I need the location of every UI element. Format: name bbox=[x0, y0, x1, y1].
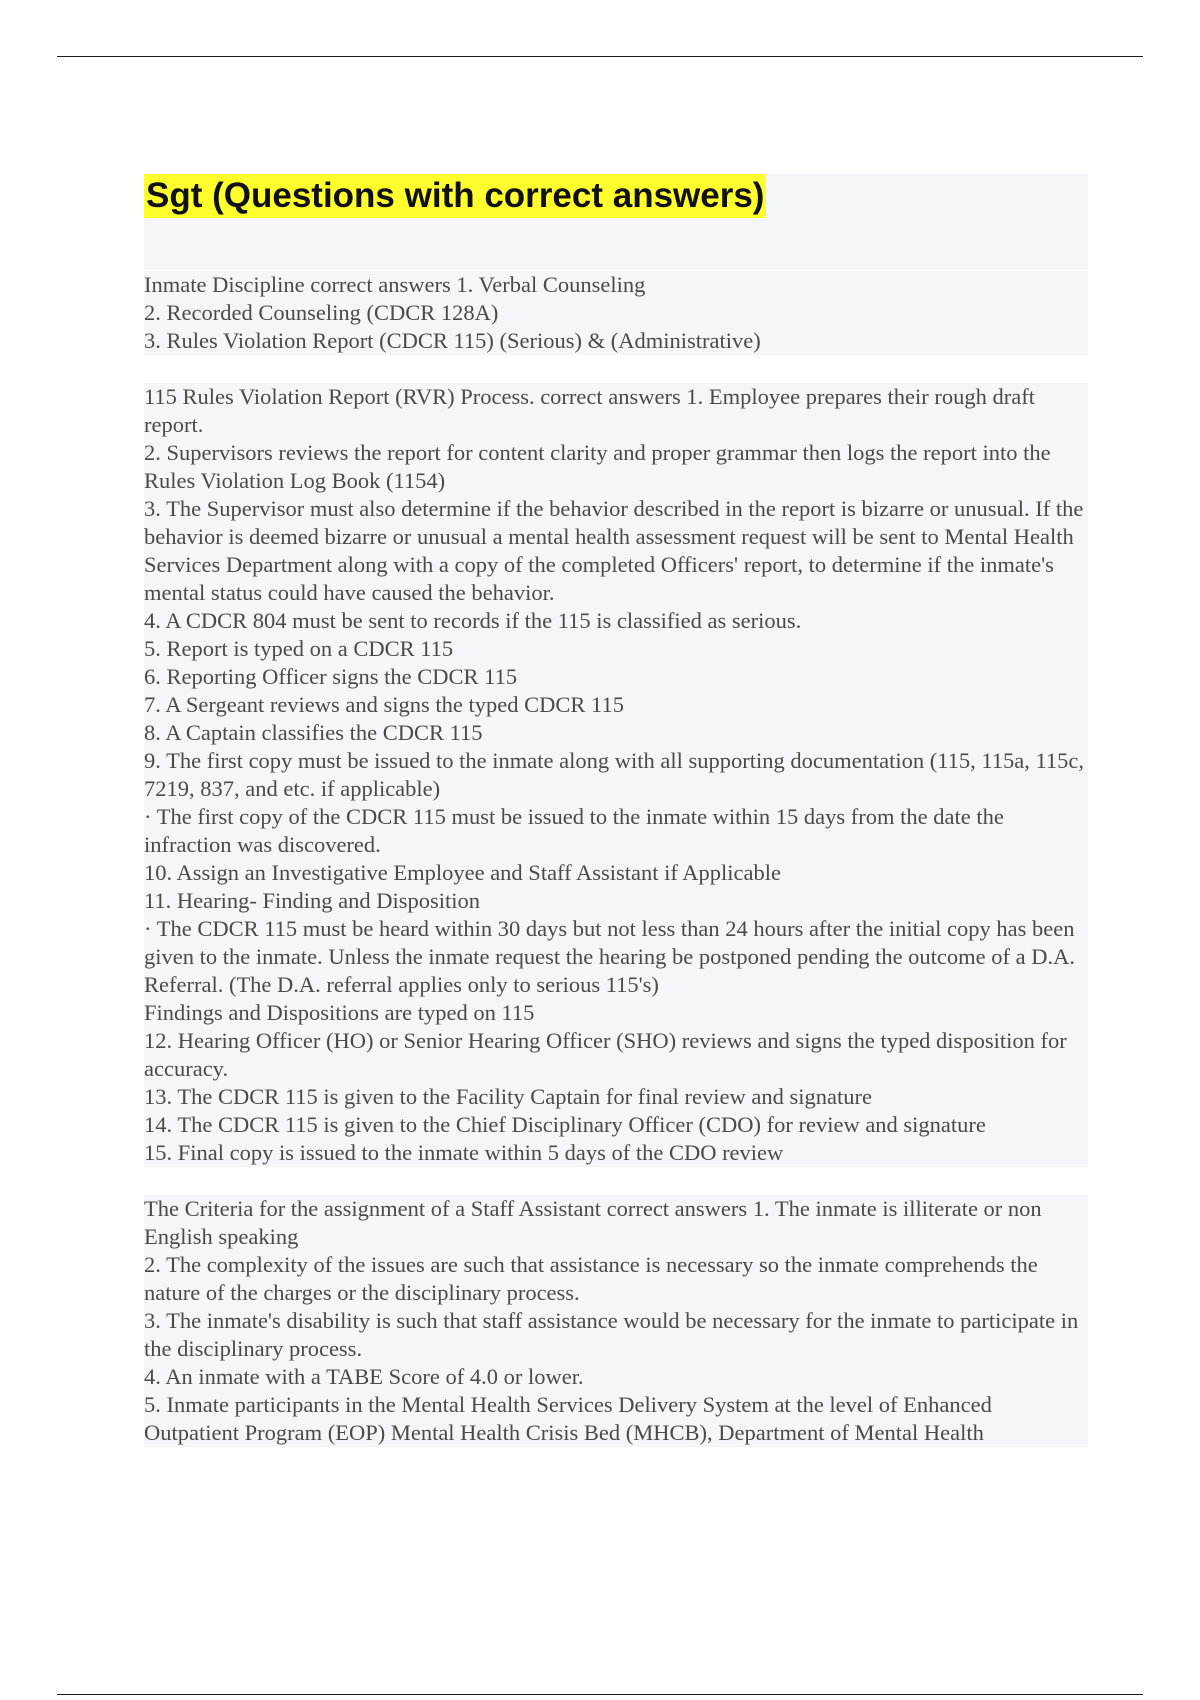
qa-staff-assistant-criteria bbox=[144, 1195, 1088, 1447]
text-line: 14. The CDCR 115 is given to the Chief Disciplinary Officer (CDO) for review and signature bbox=[144, 1111, 1088, 1139]
text-line: 8. A Captain classifies the CDCR 115 bbox=[144, 719, 1088, 747]
footer-rule bbox=[57, 1694, 1143, 1695]
text-line: 5. Report is typed on a CDCR 115 bbox=[144, 635, 1088, 663]
text-line: 6. Reporting Officer signs the CDCR 115 bbox=[144, 663, 1088, 691]
text-line: · The CDCR 115 must be heard within 30 days but not less than 24 hours after the initial copy has been given to the inmate. Unless the inmate request the hearing be postponed pending the outcome of a D.A. Referral. (The D.A. referral applies only to serious 115's) bbox=[144, 915, 1088, 999]
text-line: Inmate Discipline correct answers 1. Verbal Counseling bbox=[144, 271, 1088, 299]
text-line: 15. Final copy is issued to the inmate within 5 days of the CDO review bbox=[144, 1139, 1088, 1167]
text-line: 4. An inmate with a TABE Score of 4.0 or lower. bbox=[144, 1363, 1088, 1391]
qa-rvr-process bbox=[144, 383, 1088, 1167]
document-body bbox=[144, 271, 1088, 1447]
text-line: Findings and Dispositions are typed on 115 bbox=[144, 999, 1088, 1027]
text-line: 3. The Supervisor must also determine if the behavior described in the report is bizarre or unusual. If the behavior is deemed bizarre or unusual a mental health assessment request will be sent to Mental Health Services Department along with a copy of the completed Officers' report, to determine if the inmate's mental status could have caused the behavior. bbox=[144, 495, 1088, 607]
text-line: 115 Rules Violation Report (RVR) Process. correct answers 1. Employee prepares their rough draft report. bbox=[144, 383, 1088, 439]
text-line: 9. The first copy must be issued to the inmate along with all supporting documentation (115, 115a, 115c, 7219, 837, and etc. if applicable) bbox=[144, 747, 1088, 803]
document-title: Sgt (Questions with correct answers) bbox=[144, 174, 766, 218]
text-line: 3. Rules Violation Report (CDCR 115) (Serious) & (Administrative) bbox=[144, 327, 1088, 355]
text-line: 2. Supervisors reviews the report for content clarity and proper grammar then logs the report into the Rules Violation Log Book (1154) bbox=[144, 439, 1088, 495]
text-line: The Criteria for the assignment of a Staff Assistant correct answers 1. The inmate is illiterate or non English speaking bbox=[144, 1195, 1088, 1251]
text-line: 2. The complexity of the issues are such that assistance is necessary so the inmate comprehends the nature of the charges or the disciplinary process. bbox=[144, 1251, 1088, 1307]
text-line: 5. Inmate participants in the Mental Health Services Delivery System at the level of Enhanced Outpatient Program (EOP) Mental Health Crisis Bed (MHCB), Department of Mental Health bbox=[144, 1391, 1088, 1447]
text-line: 4. A CDCR 804 must be sent to records if the 115 is classified as serious. bbox=[144, 607, 1088, 635]
header-rule bbox=[57, 56, 1143, 57]
text-line: · The first copy of the CDCR 115 must be issued to the inmate within 15 days from the date the infraction was discovered. bbox=[144, 803, 1088, 859]
text-line: 2. Recorded Counseling (CDCR 128A) bbox=[144, 299, 1088, 327]
text-line: 12. Hearing Officer (HO) or Senior Hearing Officer (SHO) reviews and signs the typed disposition for accuracy. bbox=[144, 1027, 1088, 1083]
qa-inmate-discipline bbox=[144, 271, 1088, 355]
title-block bbox=[144, 174, 1088, 270]
text-line: 11. Hearing- Finding and Disposition bbox=[144, 887, 1088, 915]
text-line: 13. The CDCR 115 is given to the Facility Captain for final review and signature bbox=[144, 1083, 1088, 1111]
text-line: 3. The inmate's disability is such that staff assistance would be necessary for the inmate to participate in the disciplinary process. bbox=[144, 1307, 1088, 1363]
text-line: 7. A Sergeant reviews and signs the typed CDCR 115 bbox=[144, 691, 1088, 719]
text-line: 10. Assign an Investigative Employee and Staff Assistant if Applicable bbox=[144, 859, 1088, 887]
